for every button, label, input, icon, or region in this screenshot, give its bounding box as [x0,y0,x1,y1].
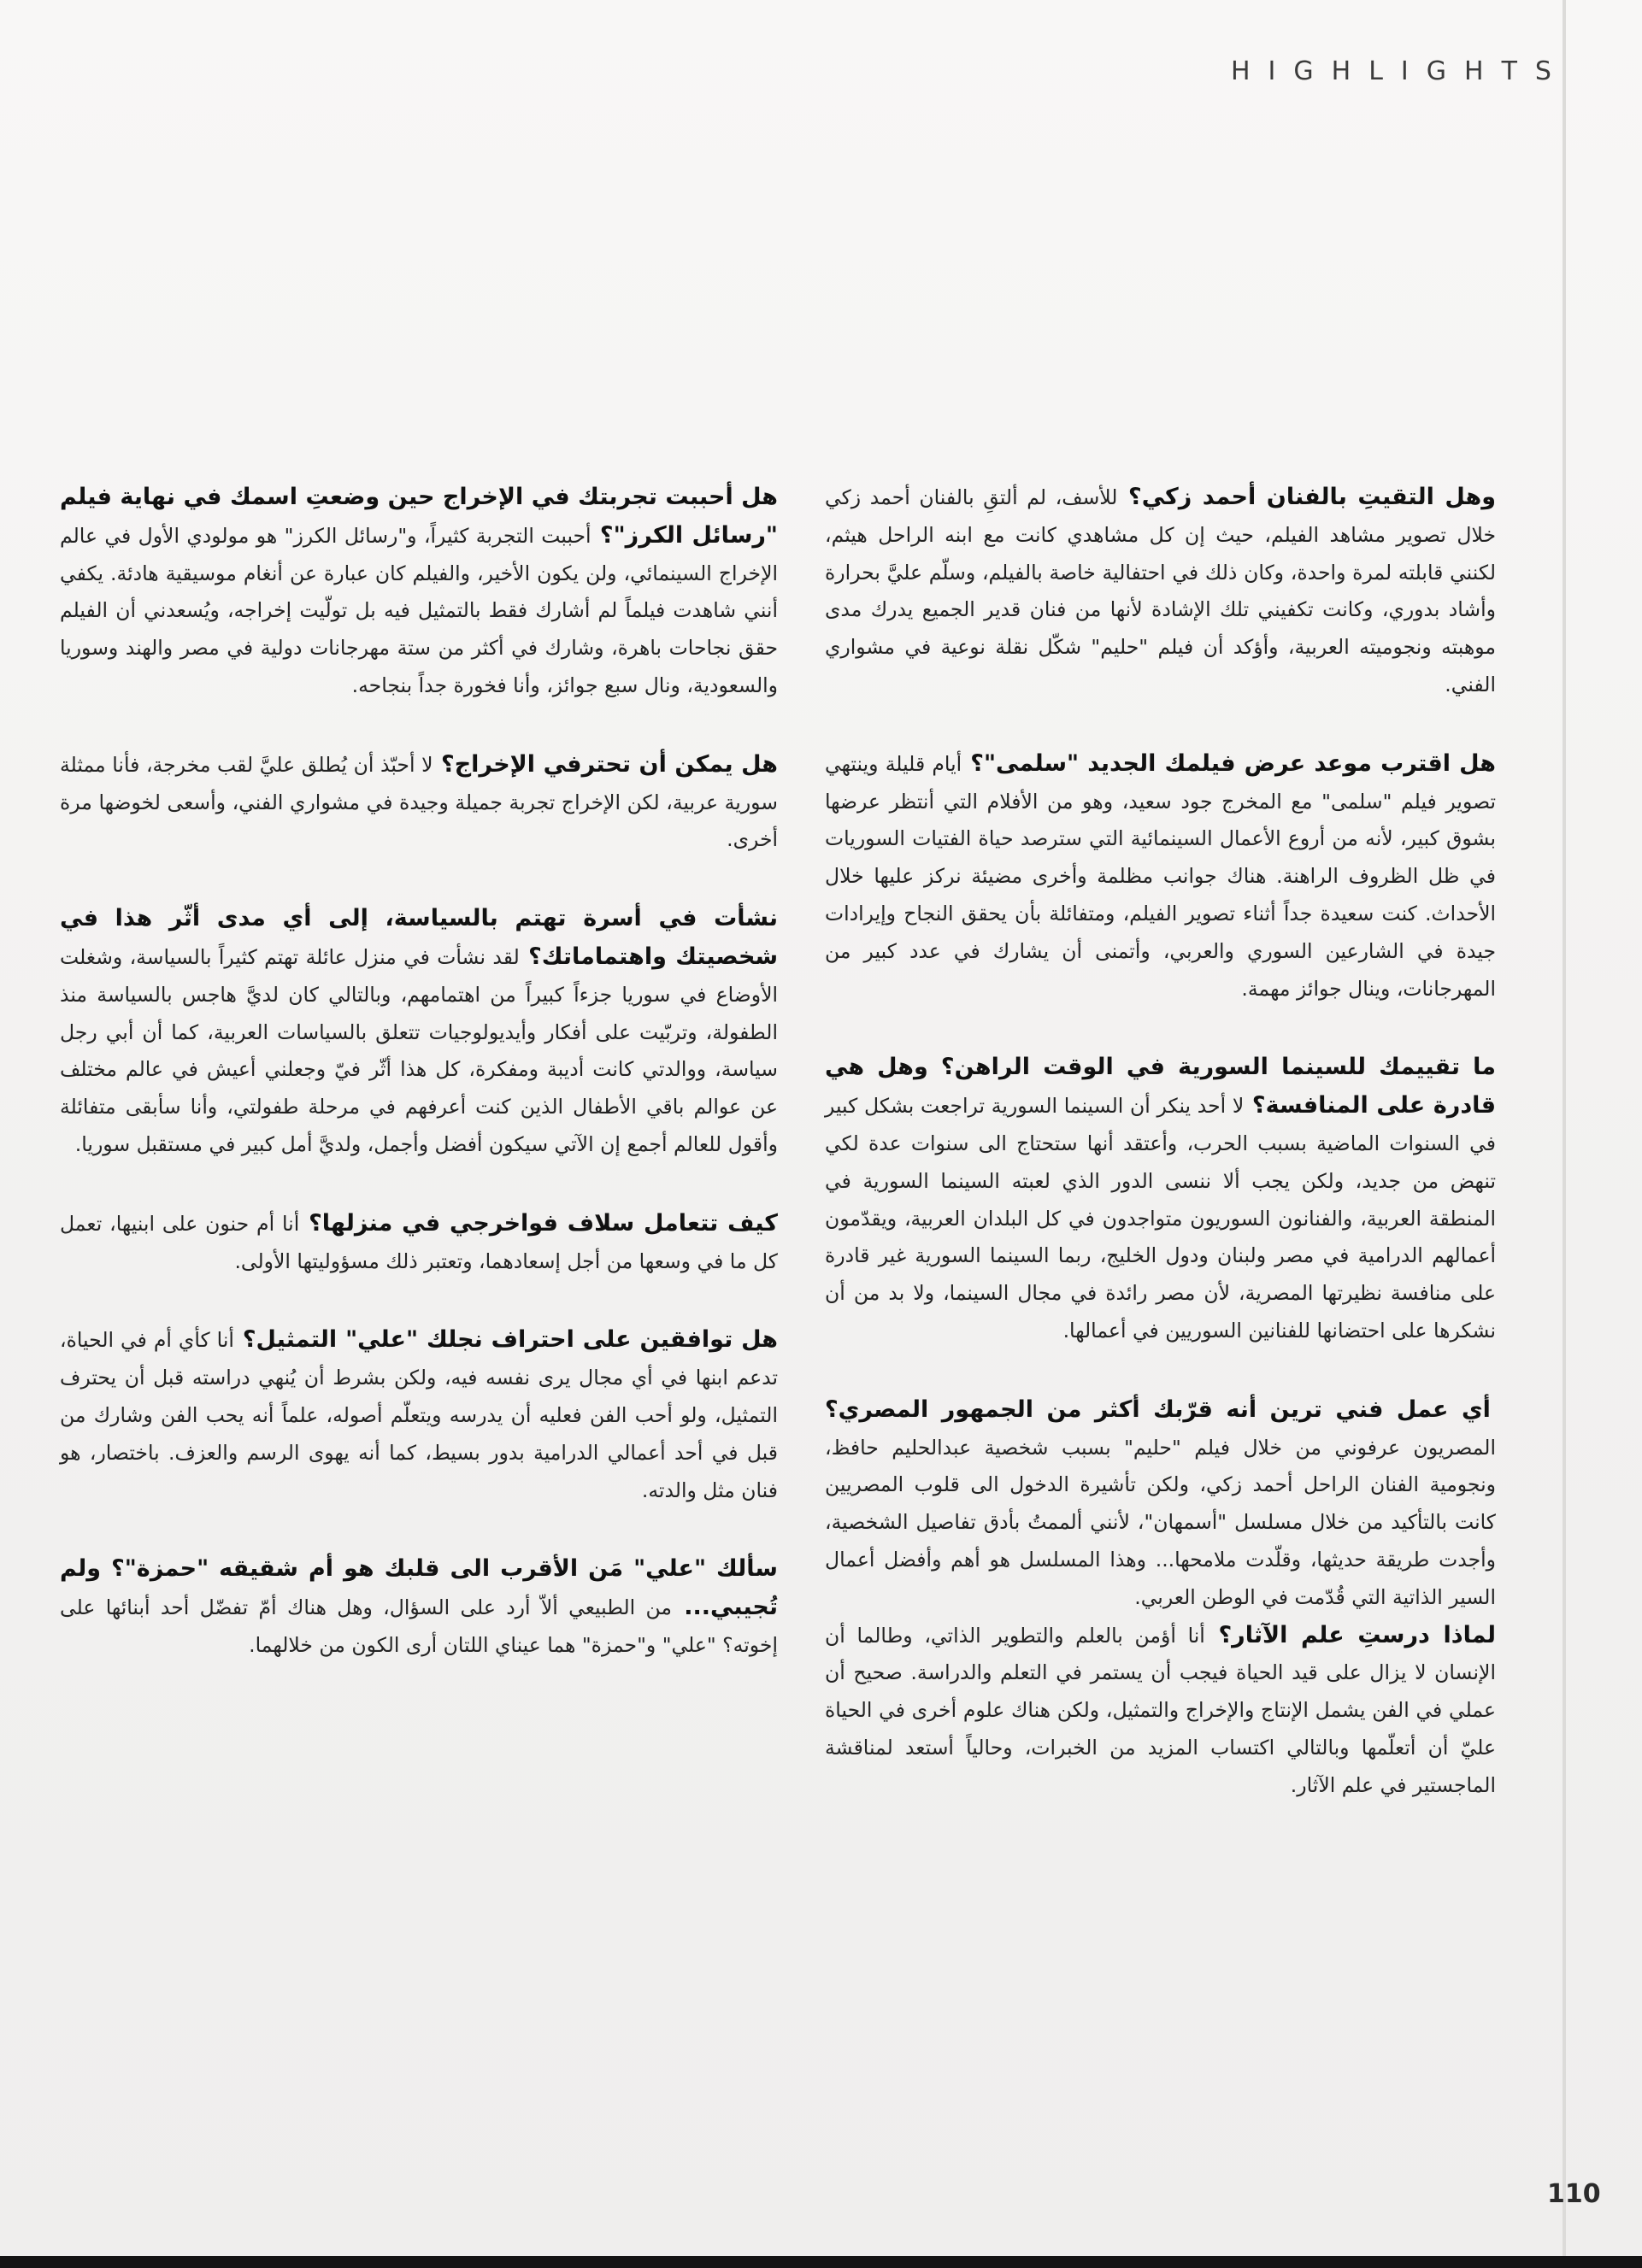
article-column-right [825,479,1496,1846]
interview-answer: لا أحد ينكر أن السينما السورية تراجعت بشكل كبير في السنوات الماضية بسبب الحرب، وأعتقد أنها ستحتاج الى سنوات عدة لكي تنهض من جديد، ولكن يجب ألا ننسى الدور الذي لعبته السينما السورية في المنطقة العربية، والفنانون السوريون متواجدون في كل البلدان العربية، ويقدّمون أعمالهم الدرامية في مصر ولبنان ودول الخليج، ربما السينما السورية غير قادرة على منافسة نظيرتها المصرية، لأن مصر رائدة في مجال السينما، ولا بد من أن نشكرها على احتضانها للفنانين السوريين في أعمالها. [825,1094,1496,1343]
qa-block [60,479,778,705]
interview-question: هل اقترب موعد عرض فيلمك الجديد "سلمى"؟ [962,749,1496,777]
article-column-left [60,479,778,1706]
interview-answer: لقد نشأت في منزل عائلة تهتم كثيراً بالسياسة، وشغلت الأوضاع في سوريا جزءاً كبيراً من اهتمامهم، وبالتالي كان لديَّ هاجس بالسياسة منذ الطفولة، وتربّيت على أفكار وأيديولوجيات تتعلق بالسياسات العربية، كما أن أبي رجل سياسة، ووالدتي كانت أديبة ومفكرة، كل هذا أثّر فيّ وجعلني أعيش في عالم مختلف عن عوالم باقي الأطفال الذين كنت أعرفهم في مرحلة طفولتي، وأنا سأبقى متفائلة وأقول للعالم أجمع إن الآتي سيكون أفضل وأجمل، ولديَّ أمل كبير في مستقبل سوريا. [60,944,778,1156]
page-spine-divider [1563,0,1566,2268]
interview-question: هل توافقين على احتراف نجلك "علي" التمثيل؟ [233,1326,778,1354]
page-bottom-edge [0,2256,1642,2268]
interview-question: نشأت في أسرة تهتم بالسياسة، إلى أي مدى أثّر هذا في شخصيتك واهتماماتك؟ [60,905,778,970]
interview-question: وهل التقيتِ بالفنان أحمد زكي؟ [1117,484,1496,510]
interview-answer: أيام قليلة وينتهي تصوير فيلم "سلمى" مع المخرج جود سعيد، وهو من الأفلام التي أنتظر عرضها بشوق كبير، لأنه من أروع الأعمال السينمائية التي سترصد حياة الفتيات السوريات في ظل الظروف الراهنة. هناك جوانب مظلمة وأخرى مضيئة نركز عليها خلال الأحداث. كنت سعيدة جداً أثناء تصوير الفيلم، ومتفائلة بأن يحقق النجاح وإيرادات جيدة في الشارعين السوري والعربي، وأتمنى أن يشارك في عدد كبير من المهرجانات، وينال جوائز مهمة. [825,751,1496,1001]
qa-block [825,1617,1496,1805]
qa-block [825,479,1496,704]
interview-question: لماذا درستِ علم الآثار؟ [1204,1621,1497,1648]
qa-block [60,1321,778,1509]
interview-answer: من الطبيعي ألاّ أرد على السؤال، وهل هناك أمّ تفضّل أحد أبنائها على إخوته؟ "علي" و"حمزة" هما عيناي اللتان أرى الكون من خلالهما. [60,1595,778,1657]
qa-block [60,746,778,859]
interview-answer: المصريون عرفوني من خلال فيلم "حليم" بسبب شخصية عبدالحليم حافظ، ونجومية الفنان الراحل أحمد زكي، ولكن تأشيرة الدخول الى قلوب المصريين كانت بالتأكيد من خلال مسلسل "أسمهان"، لأنني ألممتُ بأدق تفاصيل الشخصية، وأجدت طريقة حديثها، وقلّدت ملامحها... وهذا المسلسل هو أهم وأفضل أعمال السير الذاتية التي قُدّمت في الوطن العربي. [825,1435,1496,1609]
interview-answer: أحببت التجربة كثيراً، و"رسائل الكرز" هو مولودي الأول في عالم الإخراج السينمائي، ولن يكون الأخير، والفيلم كان عبارة عن أنغام موسيقية هادئة. يكفي أنني شاهدت فيلماً لم أشارك فقط بالتمثيل فيه بل تولّيت إخراجه، ويُسعدني أن الفيلم حقق نجاحات باهرة، وشارك في أكثر من ستة مهرجانات دولية في مصر والهند وسوريا والسعودية، ونال سبع جوائز، وأنا فخورة جداً بنجاحه. [60,523,778,697]
interview-answer: لا أحبّذ أن يُطلق عليَّ لقب مخرجة، فأنا ممثلة سورية عربية، لكن الإخراج تجربة جميلة وجيدة في مشواري الفني، وأسعى لخوضها مرة أخرى. [60,752,778,852]
qa-block [825,1391,1496,1617]
qa-block [60,1205,778,1281]
page-number: 110 [1547,2179,1601,2209]
interview-answer: أنا كأي أم في الحياة، تدعم ابنها في أي مجال يرى نفسه فيه، ولكن بشرط أن يُنهي دراسته قبل أن يحترف التمثيل، ولو أحب الفن فعليه أن يدرسه ويتعلّم أصوله، علماً أنه يحب الفن وشارك من قبل في أحد أعمالي الدرامية بدور بسيط، كما أنه يهوى الرسم والعزف. باختصار، هو فنان مثل والدته. [60,1328,778,1502]
interview-question: هل يمكن أن تحترفي الإخراج؟ [433,750,778,778]
interview-question: سألك "علي" مَن الأقرب الى قلبك هو أم شقيقه "حمزة"؟ ولم تُجيبي... [60,1555,778,1621]
interview-answer: أنا أم حنون على ابنيها، تعمل كل ما في وسعها من أجل إسعادهما، وتعتبر ذلك مسؤوليتها الأولى. [60,1211,778,1273]
interview-question: ما تقييمك للسينما السورية في الوقت الراهن؟ وهل هي قادرة على المنافسة؟ [825,1054,1496,1119]
interview-question: كيف تتعامل سلاف فواخرجي في منزلها؟ [299,1209,778,1237]
qa-block [60,900,778,1164]
interview-answer: للأسف، لم ألتقِ بالفنان أحمد زكي خلال تصوير مشاهد الفيلم، حيث إن كل مشاهدي كانت مع ابنه الراحل هيثم، لكنني قابلته لمرة واحدة، وكان ذلك في احتفالية خاصة بالفيلم، وسلّم عليَّ بحرارة وأشاد بدوري، وكانت تكفيني تلك الإشادة لأنها من فنان قدير الجميع يدرك مدى موهبته ونجوميته العربية، وأؤكد أن فيلم "حليم" شكّل نقلة نوعية في مشواري الفني. [825,485,1496,696]
qa-block [825,745,1496,1008]
interview-question: أي عمل فني ترين أنه قرّبك أكثر من الجمهور المصري؟ [825,1395,1491,1423]
qa-block [60,1550,778,1664]
interview-answer: أنا أؤمن بالعلم والتطوير الذاتي، وطالما أن الإنسان لا يزال على قيد الحياة فيجب أن يستمر في التعلم والدراسة. صحيح أن عملي في الفن يشمل الإنتاج والإخراج والتمثيل، ولكن هناك علوم أخرى في الحياة عليّ أن أتعلّمها وبالتالي اكتساب المزيد من الخبرات، وحالياً أستعد لمناقشة الماجستير في علم الآثار. [825,1623,1496,1797]
qa-block [825,1049,1496,1349]
section-header: HIGHLIGHTS [1231,56,1569,86]
interview-question: هل أحببت تجربتك في الإخراج حين وضعتِ اسمك في نهاية فيلم "رسائل الكرز"؟ [60,484,778,549]
